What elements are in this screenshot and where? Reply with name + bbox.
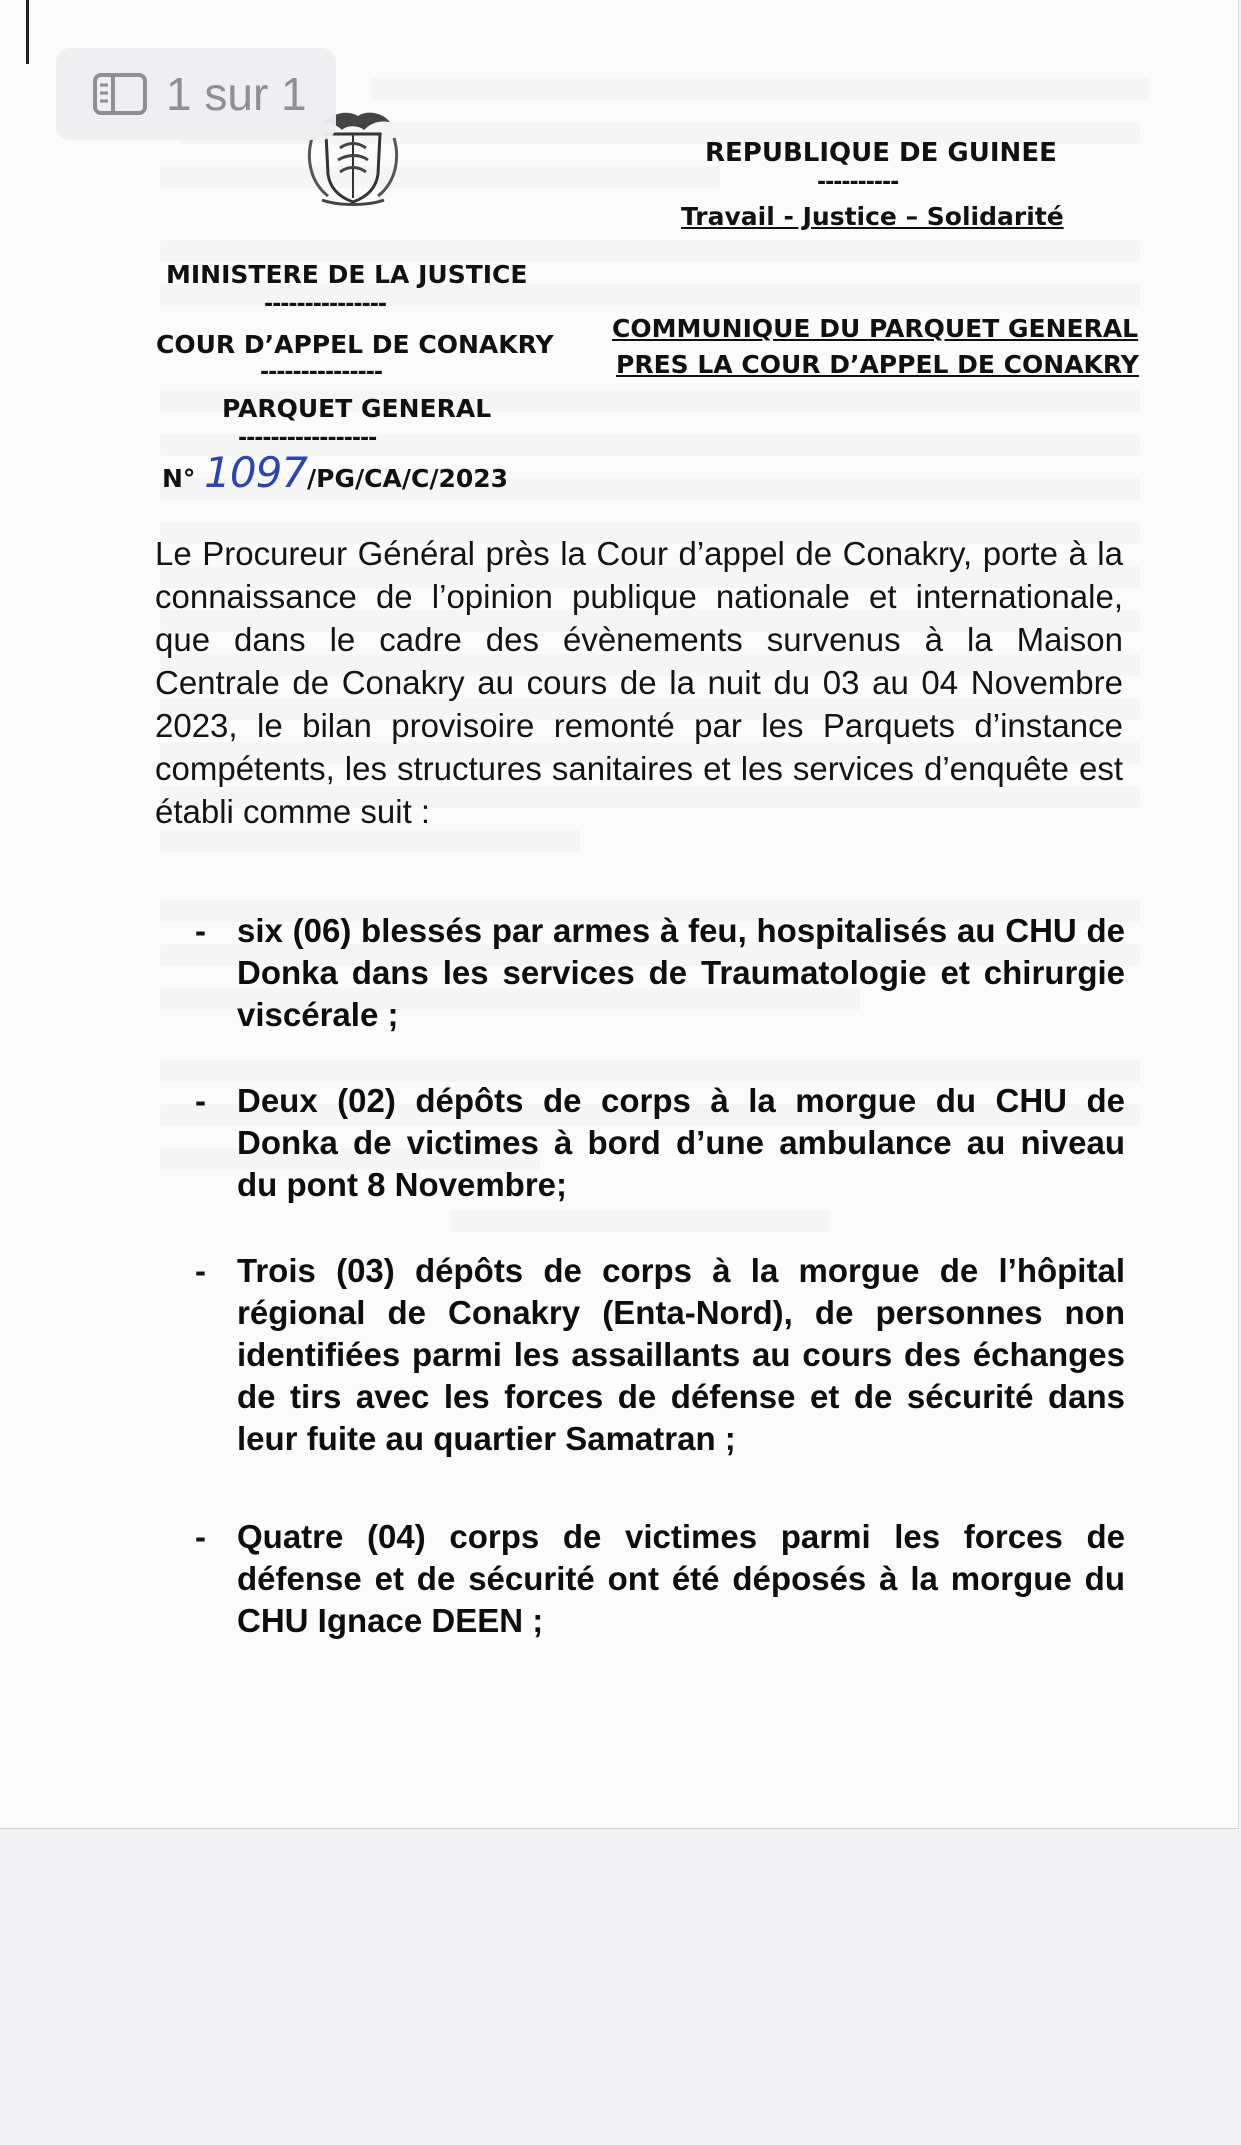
list-item [195, 910, 1125, 1036]
reference-suffix: /PG/CA/C/2023 [307, 464, 509, 493]
page-counter-label: 1 sur 1 [166, 68, 307, 120]
reference-prefix: N° [162, 464, 196, 493]
national-motto: Travail - Justice – Solidarité [681, 202, 1064, 231]
court-separator: --------------- [260, 360, 382, 385]
list-item-text: Trois (03) dépôts de corps à la morgue de l’hôpital régional de Conakry (Enta-Nord), de personnes non identifiées parmi les assaillants au cours des échanges de tirs avec les forces de défense et de sécurité dans leur fuite au quartier Samatran ; [237, 1252, 1125, 1457]
list-item-text: Quatre (04) corps de victimes parmi les forces de défense et de sécurité ont été déposés à la morgue du CHU Ignace DEEN ; [237, 1518, 1125, 1639]
page-edge-mark [26, 0, 29, 64]
reference-number [162, 448, 508, 497]
ministry-separator: --------------- [264, 292, 386, 317]
ministry-name: MINISTERE DE LA JUSTICE [166, 260, 528, 289]
list-item [195, 1516, 1125, 1642]
office-separator: ----------------- [238, 426, 377, 451]
page-counter-badge[interactable] [56, 48, 336, 140]
casualty-list [195, 910, 1125, 1686]
document-title-line-2: PRES LA COUR D’APPEL DE CONAKRY [616, 350, 1139, 379]
intro-paragraph: Le Procureur Général près la Cour d’appel de Conakry, porte à la connaissance de l’opinion publique nationale et internationale, que dans le cadre des évènements survenus à la Maison Centrale de Conakry au cours de la nuit du 03 au 04 Novembre 2023, le bilan provisoire remonté par les Parquets d’instance compétents, les structures sanitaires et les services d’enquête est établi comme suit : [155, 535, 1123, 830]
court-name: COUR D’APPEL DE CONAKRY [156, 330, 554, 359]
document-title-line-1: COMMUNIQUE DU PARQUET GENERAL [612, 314, 1139, 343]
office-name: PARQUET GENERAL [222, 394, 492, 423]
list-item [195, 1080, 1125, 1206]
list-item-text: six (06) blessés par armes à feu, hospitalisés au CHU de Donka dans les services de Traumatologie et chirurgie viscérale ; [237, 912, 1125, 1033]
bullet-marker: - [195, 912, 206, 949]
list-item-text: Deux (02) dépôts de corps à la morgue du CHU de Donka de victimes à bord d’une ambulance au niveau du pont 8 Novembre; [237, 1082, 1125, 1203]
country-separator: ---------- [817, 170, 899, 195]
country-name: REPUBLIQUE DE GUINEE [705, 138, 1057, 168]
handwritten-number: 1097 [204, 448, 308, 497]
bullet-marker: - [195, 1252, 206, 1289]
sidebar-icon [92, 72, 148, 116]
bullet-marker: - [195, 1518, 206, 1555]
bullet-marker: - [195, 1082, 206, 1119]
list-item [195, 1250, 1125, 1460]
